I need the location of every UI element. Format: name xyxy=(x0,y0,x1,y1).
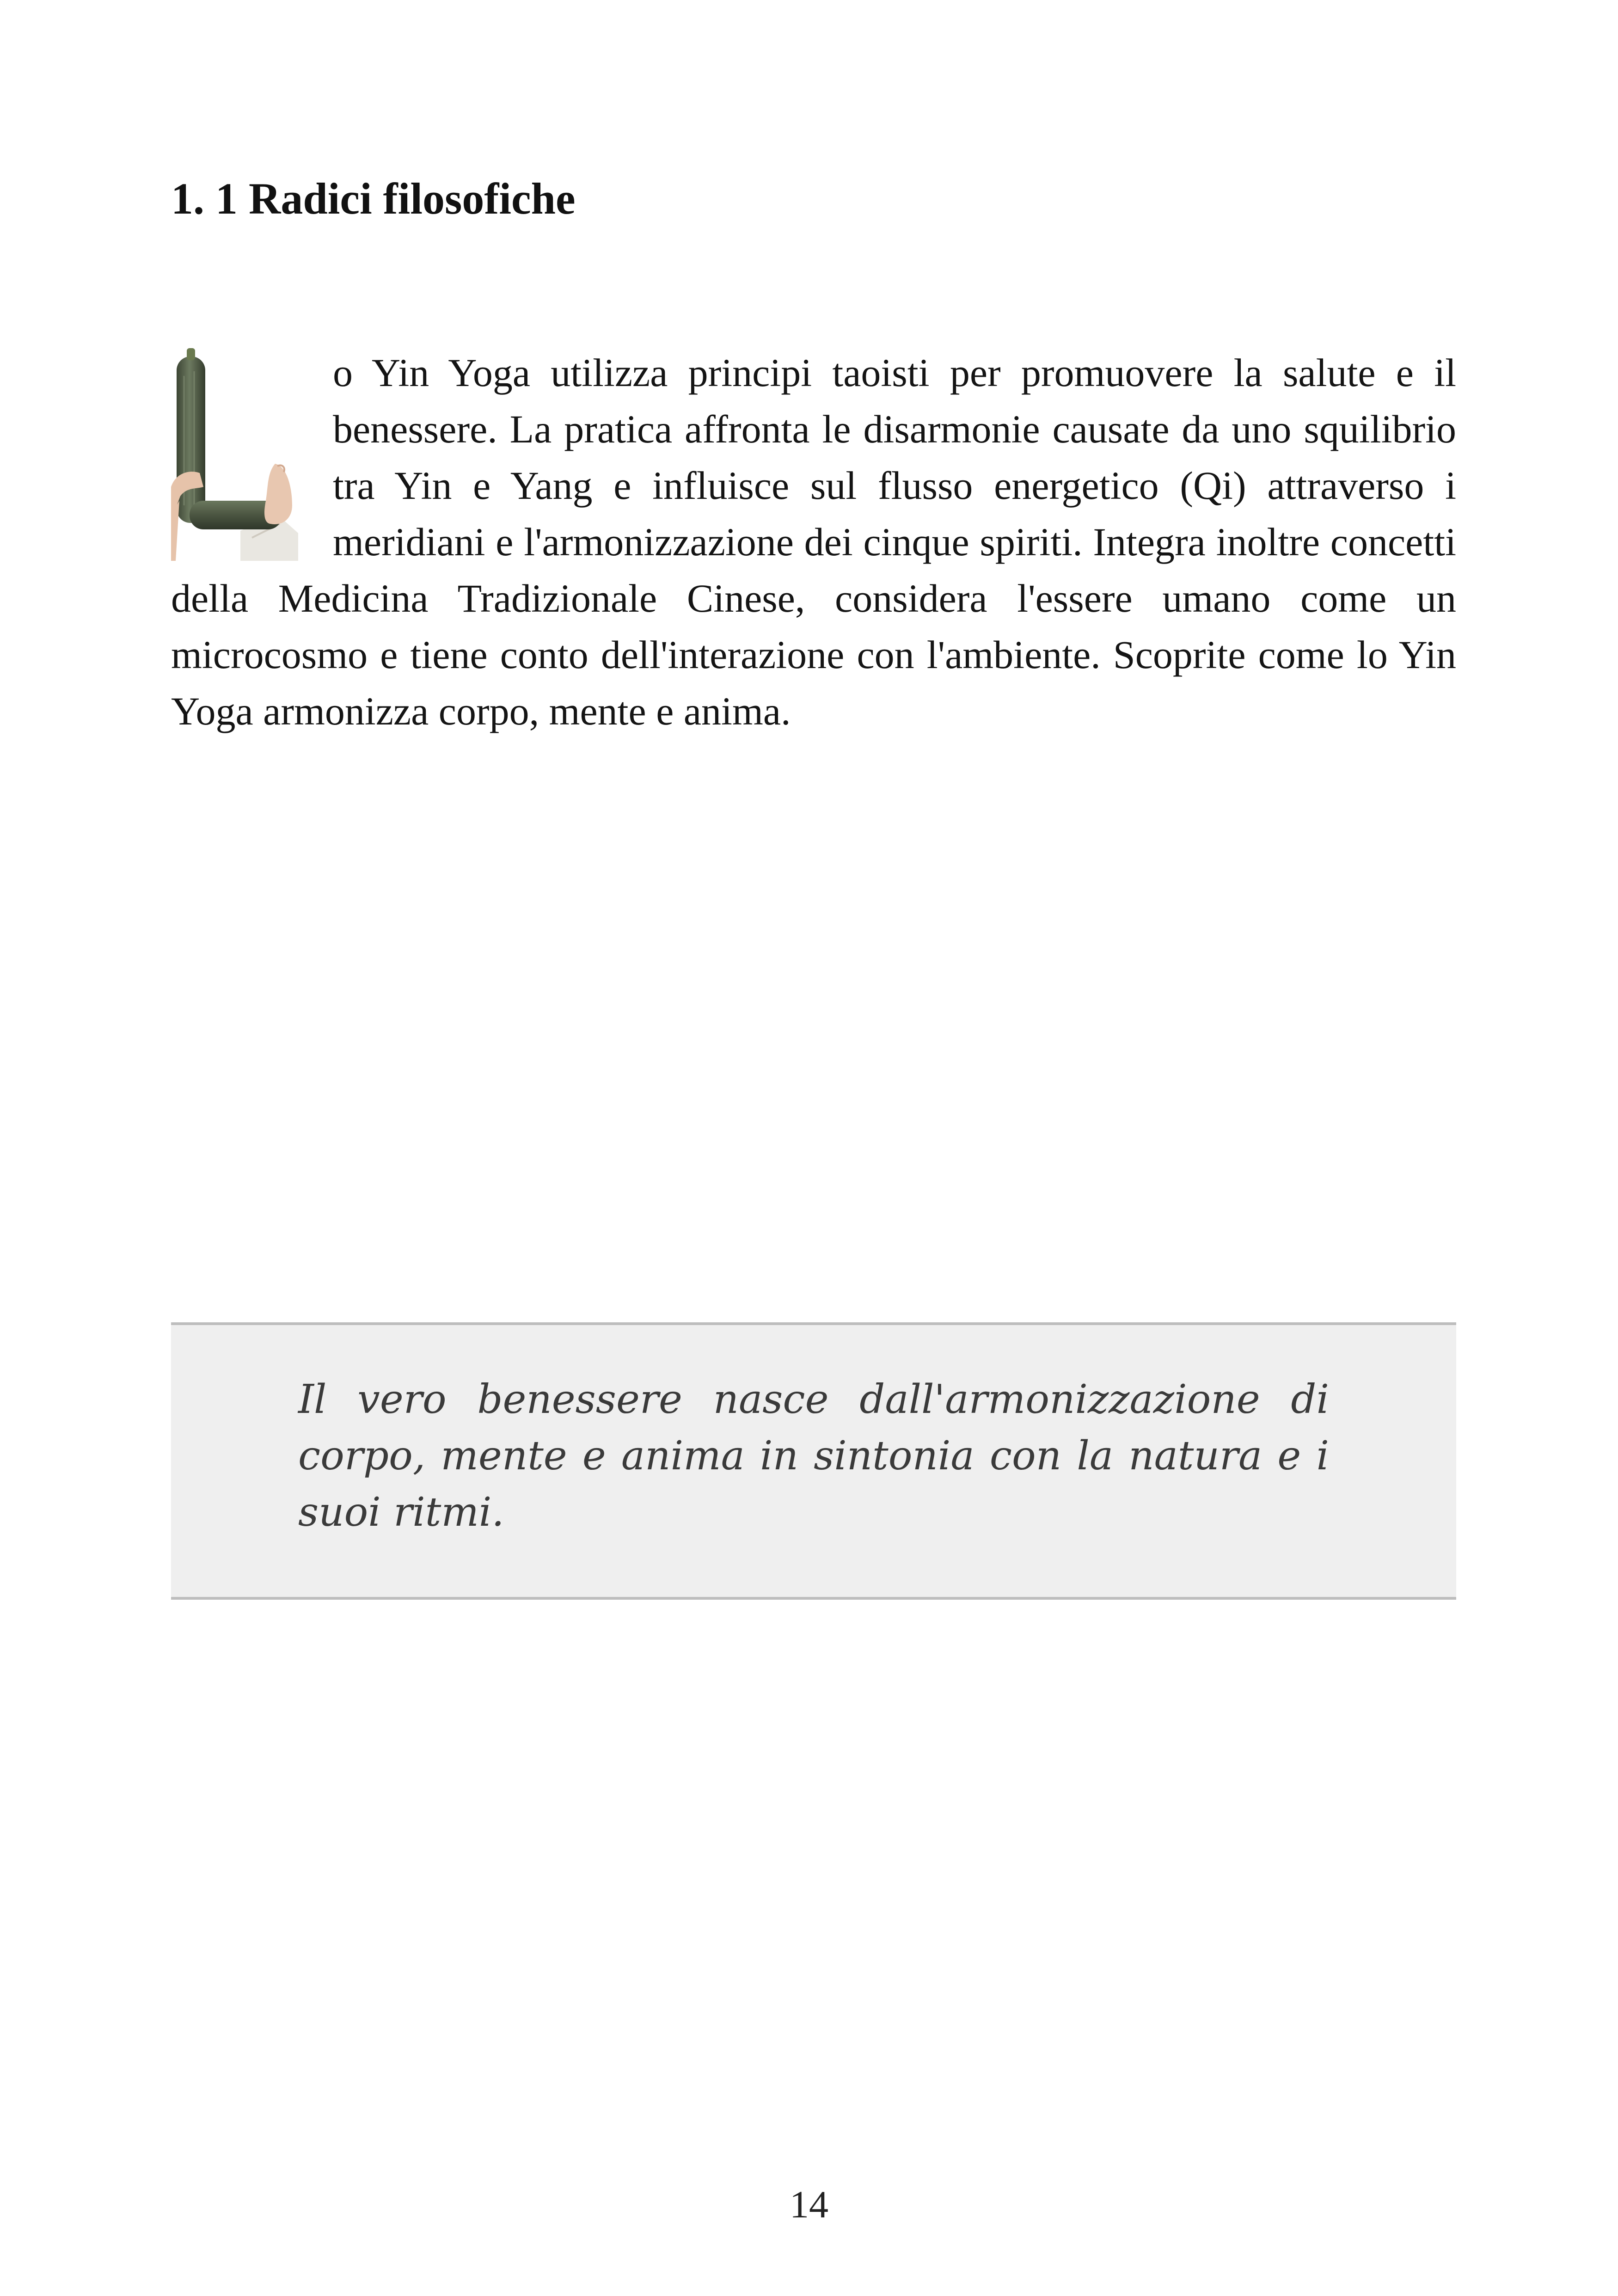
section-title: 1. 1 Radici filosofiche xyxy=(171,174,576,223)
body-text: o Yin Yoga utilizza principi taoisti per promuovere la salute e il benessere. La pratica affronta le disarmonie causate da uno squilibrio tra Yin e Yang e influisce sul flusso energetico (Qi) attraverso i meridiani e l'armonizzazione dei cinque spiriti. Integra inoltre concetti della Medicina Tradizionale Cinese, considera l'essere umano come un microcosmo e tiene conto dell'interazione con l'ambiente. Scoprite come lo Yin Yoga armonizza corpo, mente e anima. xyxy=(171,350,1456,733)
quote-box xyxy=(171,1322,1456,1600)
body-paragraph xyxy=(171,344,1456,739)
quote-text: Il vero benessere nasce dall'armonizzazione di corpo, mente e anima in sintonia con la natura e i suoi ritmi. xyxy=(298,1376,1329,1535)
zucchini-letter-L-icon xyxy=(171,348,305,561)
dropcap-image xyxy=(171,348,305,561)
page-number: 14 xyxy=(790,2183,828,2226)
